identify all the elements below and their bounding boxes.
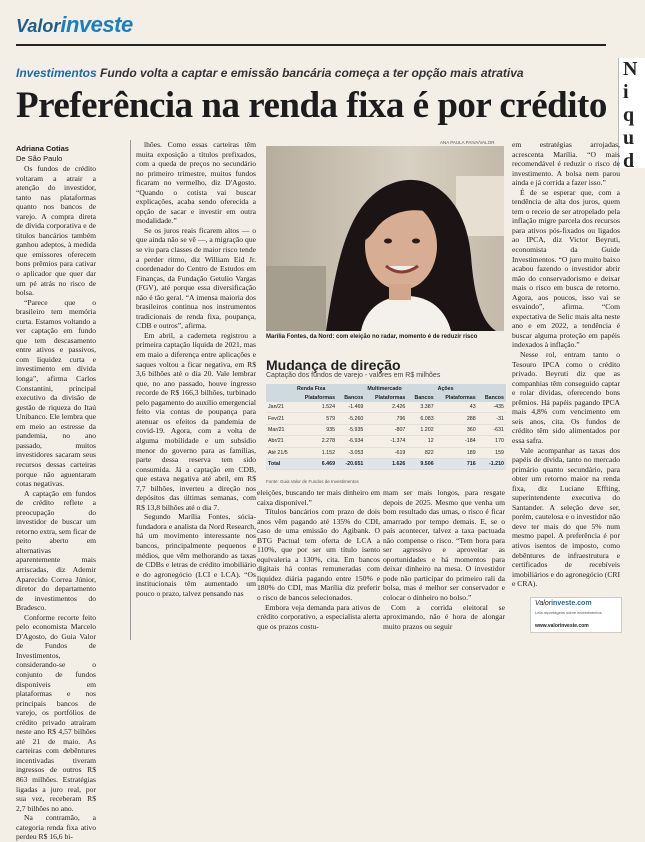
table-cell: -1.210 <box>478 458 506 469</box>
table-cell: 189 <box>436 447 478 458</box>
table-subheader-cell: Bancos <box>407 393 435 402</box>
paragraph: Com a corrida eleitoral se aproximando, não é hora de alongar muito prazos ou seguir <box>383 602 505 631</box>
table-cell: 1.202 <box>407 424 435 435</box>
caption-text: Marília Fontes, da Nord: com eleição no radar, momento é de reduzir risco <box>266 334 478 340</box>
promo-text: Leia reportagens sobre investimentos <box>535 610 602 615</box>
table-cell: 822 <box>407 447 435 458</box>
portrait-illustration <box>266 146 504 331</box>
paragraph: Se os juros reais ficarem altos — o que ainda não se vê —, a migração que se viu para classes de maior risco tende a perder ritmo, diz William Eid Jr. coordenador do Centro de Estudos em Finanças, da Fundação Getulio Vargas (FGV), até porque essa diversificação não é tão geral. “A imensa maioria dos brasileiros continua nos instrumentos tradicionais de renda fixa, poupança, CDB e outros”, afirma. <box>136 225 256 331</box>
paragraph: “Parece que o brasileiro tem memória curta. Estamos voltando a ver captação em fundo que tem descasamento entre ativos e passivos, com liquidez curta e investimento em dívida longa”, afirma Carlos Constantini, principal executivo da divisão de gestão de riqueza do Itaú Unibanco. Ele lembra que em meio ao estresse da pandemia, no ano passado, muitos investidores sacaram seus recursos dessas carteiras porque não aguentaram cotas negativas. <box>16 297 96 489</box>
table-cell: 6.469 <box>295 458 337 469</box>
table-cell: 12 <box>407 436 435 447</box>
table-cell-period: Até 21/5 <box>266 447 295 458</box>
table-cell: 1.524 <box>295 402 337 413</box>
table-cell: 170 <box>478 436 506 447</box>
table-subheader-cell: Plataformas <box>436 393 478 402</box>
paragraph: em estratégias arrojadas, acrescenta Marília. “O mais recomendável é reduzir o risco de investimento. A bolsa nem parou ainda e já corrida a fazer isso.” <box>512 140 620 188</box>
headline: Preferência na renda fixa é por crédito <box>16 85 607 126</box>
table-cell-period: Mar/21 <box>266 424 295 435</box>
paragraph: Nesse rol, entram tanto o Tesouro IPCA como o crédito privado. Beyruti diz que as companhias têm conseguido captar e rolar dívidas, oferecendo bons prêmios. Há papéis pagando IPCA mais 4,8% com vencimento em seis anos, cita. Os fundos de crédito têm sido alimentados por essa safra. <box>512 350 620 445</box>
paragraph: Embora veja demanda para ativos de crédito corporativo, a especialista alerta que os prazos costu- <box>257 602 380 631</box>
promo-url: www.valorinveste.com <box>535 623 589 629</box>
table-group-header <box>266 384 506 393</box>
table-header-blank <box>266 393 295 402</box>
table-row <box>266 402 506 413</box>
table-subheader-cell: Bancos <box>478 393 506 402</box>
masthead <box>16 8 616 42</box>
table-cell: 3.387 <box>407 402 435 413</box>
table-cell: -1.469 <box>337 402 365 413</box>
byline <box>16 144 69 164</box>
table-cell: -5.260 <box>337 413 365 424</box>
table-cell: 360 <box>436 424 478 435</box>
table-cell: 796 <box>365 413 407 424</box>
table-cell: -6.934 <box>337 436 365 447</box>
table-cell: 9.506 <box>407 458 435 469</box>
valor-investe-logo <box>16 12 133 38</box>
paragraph: Segundo Marília Fontes, sócia-fundadora e analista da Nord Research, há um movimento interessante nos bancos, principalmente pequenos e médios, que vêm melhorando as taxas de CDBs e letras de crédito imobiliário e do agronegócio (LCI e LCA). “Os institucionais têm aumentado um pouco o prazo, talvez pensando nas <box>136 512 256 598</box>
adjacent-article-letters: N i q u d <box>623 58 638 172</box>
table-cell: -1.374 <box>365 436 407 447</box>
paragraph: É de se esperar que, com a tendência de alta dos juros, quem tem o receio de ser atropelado pela inflação migre parcela dos recursos para ativos pós-fixados ou ligados ao IPCA, diz Victor Beyruti, economista da Guide Investimentos. “O juro muito baixo acabou fazendo o investidor abrir mão do conservadorismo e deixar mais o risco em busca de retorno. Agora, aos poucos, isso vai se esvaindo”, afirma. “Com expectativa de Selic mais alta neste ano e em 2022, a tendência é buscar alguma proteção em papéis indexados à inflação.” <box>512 187 620 350</box>
table-group-acoes: Ações <box>436 384 506 393</box>
promo-brand-valor: Valor <box>535 600 552 607</box>
table-subheader <box>266 393 506 402</box>
table-title: Mudança de direção <box>266 357 401 373</box>
kicker-subhead: Fundo volta a captar e emissão bancária começa a ter opção mais atrativa <box>100 66 524 80</box>
paragraph: A captação em fundos de crédito reflete a preocupação do investidor de buscar um retorno extra, sem ficar de peito aberto em alternativas aparentemente mais arriscadas, diz Ademir Aparecido Correa Júnior, diretor do departamento de investimentos do Bradesco. <box>16 488 96 613</box>
table-cell-period: Jan/21 <box>266 402 295 413</box>
paragraph: eleições, buscando ter mais dinheiro em caixa disponível.” <box>257 488 380 507</box>
table-cell: -631 <box>478 424 506 435</box>
table-header-blank <box>266 384 295 393</box>
table-subheader-cell: Plataformas <box>295 393 337 402</box>
table-cell: -184 <box>436 436 478 447</box>
table-cell: 2.278 <box>295 436 337 447</box>
table-cell: 288 <box>436 413 478 424</box>
promo-brand-investe: investe.com <box>551 600 592 607</box>
column-divider <box>130 140 131 640</box>
article-column-1 <box>16 164 96 842</box>
table-cell: -807 <box>365 424 407 435</box>
paragraph: Os fundos de crédito voltaram a atrair a atenção do investidor, tanto nas plataformas quanto nos bancos de varejo. A compra direta de dívida corporativa e de títulos bancários também ganhou adeptos, à medida que emissores oferecem bons prêmios para cativar o aplicador que quer dar um pé atrás no risco de bolsa. <box>16 164 96 298</box>
table-row <box>266 413 506 424</box>
adjacent-article-edge <box>618 58 645 172</box>
article-column-3 <box>257 488 380 640</box>
logo-investe: investe <box>60 12 133 37</box>
table-cell-period: Abr/21 <box>266 436 295 447</box>
table-total-row <box>266 458 506 469</box>
table-cell-period: Total <box>266 458 295 469</box>
table-subtitle: Captação dos fundos de varejo - valores em R$ milhões <box>266 372 441 379</box>
article-column-4 <box>383 488 505 640</box>
table-cell: -3.053 <box>337 447 365 458</box>
table-cell: 579 <box>295 413 337 424</box>
portrait-photo <box>266 146 504 331</box>
table-row <box>266 436 506 447</box>
photo-credit: ANA PAULA PAIVA/VALOR <box>440 140 495 145</box>
promo-brand <box>535 600 592 607</box>
byline-location: De São Paulo <box>16 154 63 163</box>
table-cell: 6.083 <box>407 413 435 424</box>
promo-box <box>530 597 622 633</box>
table-cell: 935 <box>295 424 337 435</box>
table-subheader-cell: Bancos <box>337 393 365 402</box>
table-source: Fonte: Guia Valor de Fundos de Investimentos <box>266 479 359 484</box>
paragraph: lhões. Como essas carteiras têm muita exposição a títulos prefixados, com a queda de preços no secundário no primeiro trimestre, muitos fundos ficaram no vermelho, diz D'Agosto. “Quando o cotista vai buscar explicações, acaba sendo oferecida a opção de sacar e investir em outra modalidade.” <box>136 140 256 226</box>
table-cell: 1.626 <box>365 458 407 469</box>
kicker <box>16 66 524 80</box>
table-cell-period: Fev/21 <box>266 413 295 424</box>
photo-caption <box>266 334 506 340</box>
paragraph: Vale acompanhar as taxas dos papéis de dívida, tanto no mercado primário quanto secundário, para obter um retorno maior na renda fixa, diz Luciane Effting, superintendente executiva do Santander. A seleção deve ser, porém, cautelosa e o investidor não deve ter mais do que 5% num mesmo papel. A preferência é por ativos isentos de imposto, como debêntures de infraestrutura e certificados de recebíveis imobiliários e do agronegócio (CRI e CRA). <box>512 445 620 589</box>
table-cell: 43 <box>436 402 478 413</box>
table-cell: 2.426 <box>365 402 407 413</box>
table-row <box>266 447 506 458</box>
table-group-multimercado: Multimercado <box>365 384 435 393</box>
kicker-section: Investimentos <box>16 66 97 80</box>
logo-valor: Valor <box>16 16 61 36</box>
table-group-renda-fixa: Renda Fixa <box>295 384 365 393</box>
table-row <box>266 424 506 435</box>
masthead-rule <box>16 44 606 46</box>
table-subheader-cell: Plataformas <box>365 393 407 402</box>
paragraph: mam ser mais longos, para resgate depois de 2025. Mesmo que venha um bom resultado das urnas, o risco é ficar amarrado por tempo demais. E, se o país acontecer, talvez a taxa pactuada não compense o risco. “Tem hora para ser agressivo e aproveitar as oportunidades e há momentos para deixar dinheiro na mesa. O investidor pode não participar do primeiro rali da bolsa, mas é melhor ser conservador e colocar o dinheiro no bolso.” <box>383 488 505 603</box>
table-cell: -435 <box>478 402 506 413</box>
fund-flows-table <box>266 384 506 470</box>
table-cell: 159 <box>478 447 506 458</box>
paragraph: Conforme recorte feito pelo economista Marcelo D'Agosto, do Guia Valor de Fundos de Investimentos, considerando-se o conjunto de fundos disponíveis em plataformas e nos principais bancos de varejo, os portfólios de crédito privado atraíram neste ano R$ 4,57 bilhões até 21 de maio. As carteiras com debêntures incentivadas tiveram ingressos de outros R$ 863 milhões. Estratégias ligadas a juro real, por sua vez, receberam R$ 2,7 bilhões no ano. <box>16 612 96 813</box>
paragraph: Títulos bancários com prazo de dois anos vêm pagando até 135% do CDI, caso de uma emissão do Agibank. O BTG Pactual tem oferta de LCA a 110%, que por ser um título isento equivaleria a 130%, cita. Em bancos digitais há contas remuneradas com liquidez diária pagando entre 150% e 180% do CDI, mas Marília diz preferir o risco de bancos selecionados. <box>257 507 380 603</box>
table-cell: -20.651 <box>337 458 365 469</box>
table-cell: -31 <box>478 413 506 424</box>
table-cell: -619 <box>365 447 407 458</box>
paragraph: Na contramão, a categoria renda fixa ativo perdeu R$ 16,6 bi- <box>16 813 96 842</box>
article-column-2 <box>136 140 256 640</box>
table-cell: 1.152 <box>295 447 337 458</box>
article-column-5 <box>512 140 620 594</box>
paragraph: Em abril, a caderneta registrou a primeira captação líquida de 2021, mas em maio a diferença entre aplicações e saques voltou a ficar negativa, em R$ 3,6 bilhões até o dia 20. Vale lembrar que, no ano passado, houve ingresso recorde de R$ 166,3 bilhões, turbinado pelo pagamento do auxílio emergencial feito via contas de poupança para atenuar os efeitos da pandemia de covid-19. Agora, com a volta de alguma mobilidade e um subsídio menor do governo para as famílias, parte dessa reserva tem sido consumida. Já a captação em CDB, que estava negativa até abril, em R$ 7,7 bilhões, inverteu a direção nos depósitos das últimas semanas, com R$ 13,8 bilhões até o dia 7. <box>136 330 256 512</box>
table-cell: -5.935 <box>337 424 365 435</box>
byline-author: Adriana Cotias <box>16 144 69 153</box>
table-cell: 716 <box>436 458 478 469</box>
